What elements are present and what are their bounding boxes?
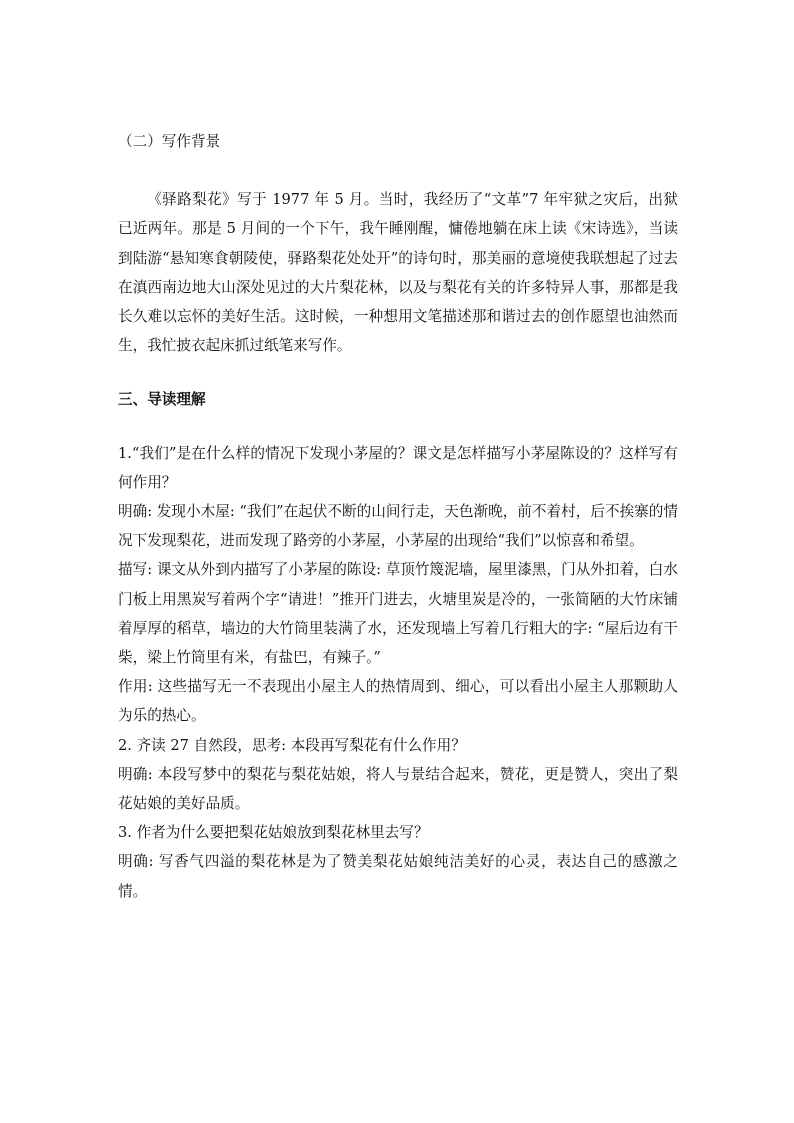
spacer bbox=[118, 415, 678, 439]
answer-3: 明确: 写香气四溢的梨花林是为了赞美梨花姑娘纯洁美好的心灵，表达自己的感激之情。 bbox=[118, 853, 678, 900]
question-2: 2. 齐读 27 自然段，思考: 本段再写梨花有什么作用？ bbox=[118, 736, 466, 754]
document-page bbox=[118, 127, 678, 906]
question-3: 3. 作者为什么要把梨花姑娘放到梨花林里去写？ bbox=[118, 824, 429, 842]
answer-1-discovery: 明确: 发现小木屋: “我们”在起伏不断的山间行走，天色渐晚，前不着村，后不挨寨的情况下发现梨花，进而发现了路旁的小茅屋，小茅屋的出现给“我们”以惊喜和希望。 bbox=[118, 503, 678, 550]
answer-2: 明确: 本段写梦中的梨花与梨花姑娘，将人与景结合起来，赞花，更是赞人，突出了梨花姑娘的美好品质。 bbox=[118, 765, 678, 813]
spacer bbox=[118, 156, 678, 185]
question-1: 1.“我们”是在什么样的情况下发现小茅屋的？课文是怎样描写小茅屋陈设的？这样写有何作用？ bbox=[118, 444, 678, 491]
reading-guide-heading: 三、导读理解 bbox=[118, 391, 206, 409]
answer-1-description: 描写: 课文从外到内描写了小茅屋的陈设: 草顶竹篾泥墙，屋里漆黑，门从外扣着，白水门板上用黑炭写着两个字“请进！”推开门进去，火塘里炭是冷的，一张简陋的大竹床铺着厚厚的稻草，墙边的大竹筒里装满了水，还发现墙上写着几行粗大的字: “屋后边有干柴，梁上竹筒里有米，有盐巴，有辣子。” bbox=[118, 561, 678, 667]
writing-background-paragraph: 《驿路梨花》写于 1977 年 5 月。当时，我经历了“文革”7 年牢狱之灾后，出狱已近两年。那是 5 月间的一个下午，我午睡刚醒，慵倦地躺在床上读《宋诗选》，当读到陆游“悬知寒食朝陵使，驿路梨花处处开”的诗句时，那美丽的意境使我联想起了过去在滇西南边地大山深处见过的大片梨花林，以及与梨花有关的许多特异人事，那都是我长久难以忘怀的美好生活。这时候，一种想用文笔描述那和谐过去的创作愿望也油然而生，我忙披衣起床抓过纸笔来写作。 bbox=[118, 191, 678, 355]
spacer bbox=[118, 360, 678, 385]
writing-background-heading: （二）写作背景 bbox=[118, 133, 221, 150]
answer-1-effect: 作用: 这些描写无一不表现出小屋主人的热情周到、细心，可以看出小屋主人那颗助人为乐的热心。 bbox=[118, 678, 678, 725]
